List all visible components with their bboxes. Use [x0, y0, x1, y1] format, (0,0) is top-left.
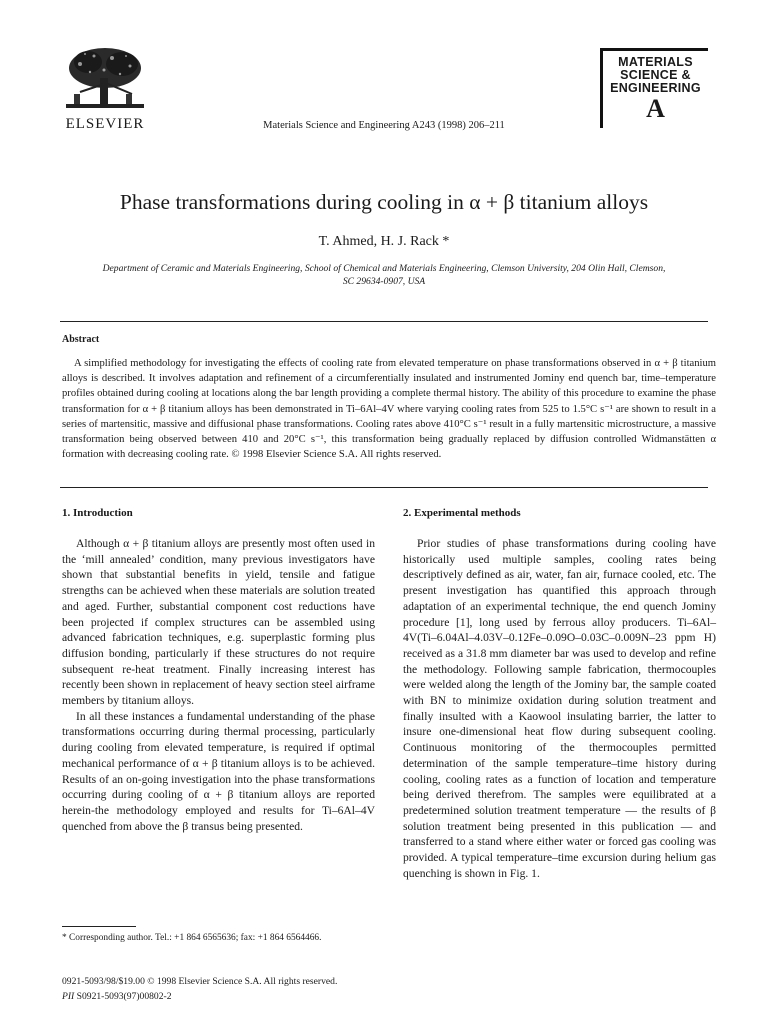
intro-column [62, 536, 375, 834]
journal-logo-line3: ENGINEERING [610, 81, 701, 95]
pii-line [62, 991, 172, 1002]
publisher-name: ELSEVIER [65, 116, 145, 132]
methods-heading: 2. Experimental methods [403, 507, 521, 519]
divider-top [60, 321, 708, 322]
journal-citation: Materials Science and Engineering A243 (1998) 206–211 [263, 120, 505, 131]
pii-label: PII [62, 991, 75, 1002]
abstract-text: A simplified methodology for investigating the effects of cooling rate from elevated temperature on phase transformations observed in α + β titanium alloys is described. It involves adaptation and refinement of a circumferentially insulated and instrumented Jominy end quench bar, time–temperature profiles obtained during cooling at locations along the bar length providing a complete thermal history. The ability of this procedure to examine the phase transformation for α + β titanium alloys has been demonstrated in Ti–6Al–4V where varying cooling rates from 525 to 1.5°C s⁻¹ are shown to result in a series of martensitic, massive and diffusional phase transformations. Cooling rates above 410°C s⁻¹ result in a fully martensitic microstructure, a massive transformation being observed between 410 and 20°C s⁻¹, this transformation being gradually replaced by diffusion controlled Widmanstätten α formation with decreasing cooling rate. © 1998 Elsevier Science S.A. All rights reserved. [62, 358, 716, 461]
corresponding-author-footnote: * Corresponding author. Tel.: +1 864 6565636; fax: +1 864 6564466. [62, 933, 322, 943]
tree-icon [60, 44, 150, 116]
methods-paragraph-1: Prior studies of phase transformations during cooling have historically used multiple samples, cooling rates being descriptively defined as air, water, fan air, furnace cooled, etc. The present investigation has quantified this approach through adaptation of an experimental technique, the end quench Jominy procedure [1], long used by ferrous alloy producers. Ti–6Al–4V(Ti–6.04Al–4.03V–0.12Fe–0.09O–0.03C–0.009N–23 ppm H) received as a 31.8 mm diameter bar was used to develop and refine the methodology. Following sample fabrication, thermocouples were welded along the length of the Jominy bar, the sample coated with BN to minimize oxidation during solution treatment and finally insulted with a Kaowool insulating barrier, the latter to insure one-dimensional heat flow during subsequent cooling. Continuous monitoring of the thermocouples permitted determination of the sample temperature–time history during cooling, cooling rates as a function of location and temperature being derived therefrom. The samples were equilibrated at a predetermined solution treatment temperature — the results of β solution treatment being presented in this publication — and transferred to a stand where either water or forced gas cooling was provided. A typical temperature–time excursion during helium gas quenching is shown in Fig. 1. [403, 537, 716, 880]
article-authors: T. Ahmed, H. J. Rack * [318, 234, 450, 249]
journal-logo-line4: A [646, 94, 665, 123]
journal-logo-line2: SCIENCE & [620, 68, 691, 82]
intro-heading: 1. Introduction [62, 507, 133, 519]
divider-bottom [60, 487, 708, 488]
footnote-rule [62, 926, 136, 927]
intro-paragraph-2: In all these instances a fundamental understanding of the phase transformations occurring during thermal processing, particularly during cooling from elevated temperature, is required if optimal mechanical performance of α + β titanium alloys is to be achieved. Results of an on-going investigation into the phase transformations occurring during cooling of α + β titanium alloys are reported herein-the methodology employed and results for Ti–6Al–4V quenched from above the β transus being presented. [62, 709, 375, 833]
affiliation-line2: SC 29634-0907, USA [342, 276, 426, 287]
affiliation-line1: Department of Ceramic and Materials Engineering, School of Chemical and Materials Engineering, Clemson University, 204 Olin Hall, Clemson, [102, 263, 666, 274]
intro-paragraph-1: Although α + β titanium alloys are presently most often used in the ‘mill annealed’ condition, many previous investigators have shown that substantial benefits in yield, tensile and fatigue strengths can be achieved when these materials are solution treated and aged. Further, substantial component cost reductions have been projected if complex structures can be assembled using advanced fabrication techniques, e.g. superplastic forming plus diffusion bonding, particularly if these structures do not require subsequent re-heat treatment. Finally increasing interest has recently been shown in replacement of heavy section steel airframe members by titanium alloys. [62, 537, 375, 708]
methods-column [403, 536, 716, 881]
article-title: Phase transformations during cooling in α + β titanium alloys [119, 190, 649, 214]
journal-logo-line1: MATERIALS [618, 55, 693, 69]
abstract-heading: Abstract [62, 334, 100, 345]
journal-logo [600, 48, 708, 128]
copyright-line: 0921-5093/98/$19.00 © 1998 Elsevier Science S.A. All rights reserved. [62, 976, 338, 987]
pii-value: S0921-5093(97)00802-2 [76, 991, 172, 1002]
article-affiliation [60, 262, 708, 288]
